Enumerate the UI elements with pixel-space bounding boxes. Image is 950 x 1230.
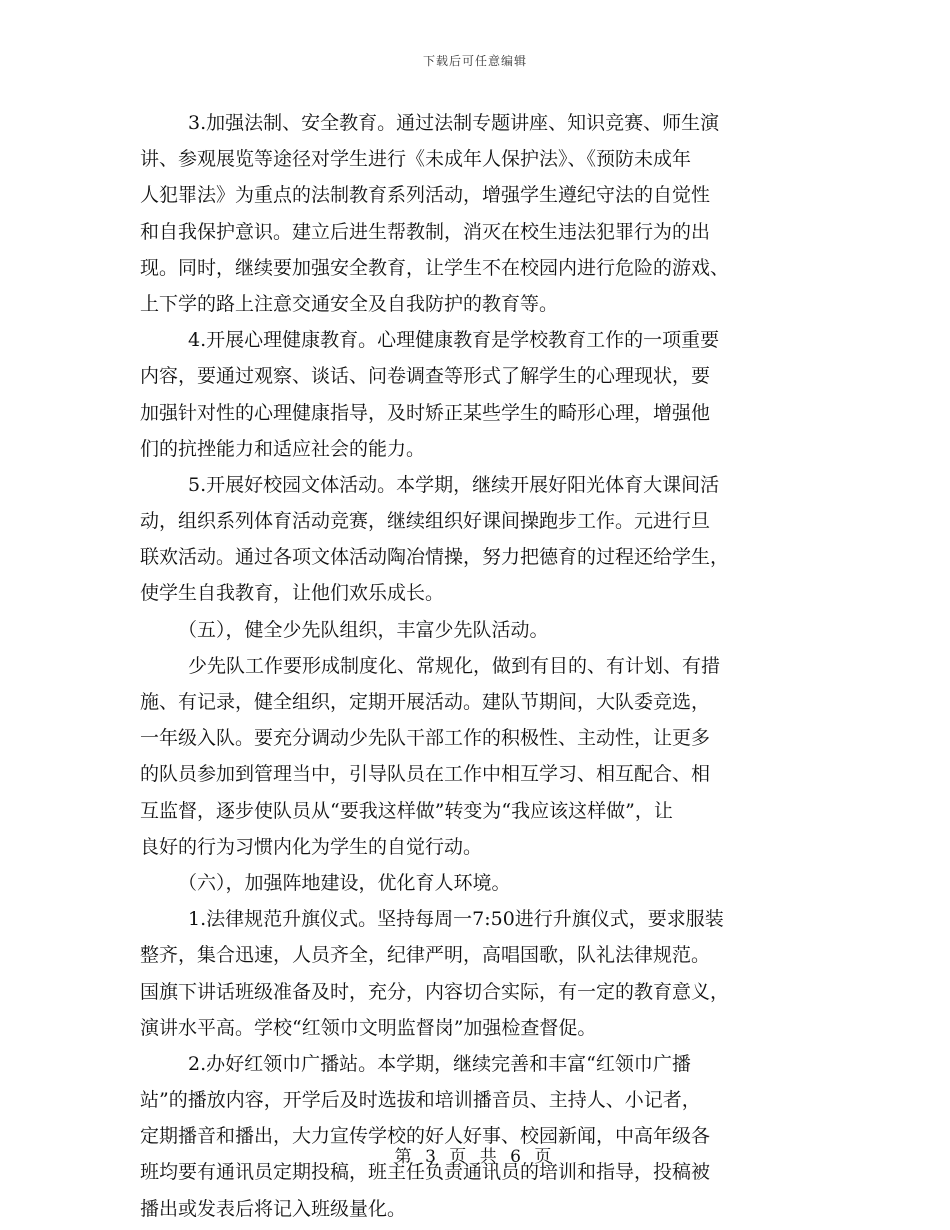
page-footer: 第 3 页 共 6 页	[394, 1147, 556, 1167]
text-line: 上下学的路上注意交通安全及自我防护的教育等。	[140, 292, 559, 315]
text-line: 站”的播放内容，开学后及时选拔和培训播音员、主持人、小记者，	[140, 1089, 701, 1112]
text-line: 动，组织系列体育活动竞赛，继续组织好课间操跑步工作。元进行旦	[140, 510, 711, 533]
text-line: 播出或发表后将记入班级量化。	[140, 1197, 407, 1220]
text-line: 人犯罪法》为重点的法制教育系列活动，增强学生遵纪守法的自觉性	[140, 184, 711, 207]
page-header: 下载后可任意编辑	[422, 54, 527, 68]
text-line: 互监督，逐步使队员从“要我这样做”转变为“我应该这样做”，让	[140, 799, 673, 822]
text-line: 联欢活动。通过各项文体活动陶冶情操，努力把德育的过程还给学生，	[140, 546, 730, 569]
text-line: 的队员参加到管理当中，引导队员在工作中相互学习、相互配合、相	[140, 763, 711, 786]
text-line: 和自我保护意识。建立后进生帮教制，消灭在校生违法犯罪行为的出	[140, 220, 711, 243]
text-line: 讲、参观展览等途径对学生进行《未成年人保护法》、《预防未成年	[140, 148, 692, 171]
text-line: 们的抗挫能力和适应社会的能力。	[140, 437, 426, 460]
text-line: （六），加强阵地建设，优化育人环境。	[178, 871, 511, 894]
text-line: 5.开展好校园文体活动。本学期，继续开展好阳光体育大课间活	[188, 473, 720, 496]
text-line: 国旗下讲话班级准备及时，充分，内容切合实际，有一定的教育意义，	[140, 980, 730, 1003]
text-line: 少先队工作要形成制度化、常规化，做到有目的、有计划、有措	[188, 654, 721, 677]
text-line: 3.加强法制、安全教育。通过法制专题讲座、知识竞赛、师生演	[188, 112, 720, 134]
text-line: 定期播音和播出，大力宣传学校的好人好事、校园新闻，中高年级各	[140, 1125, 711, 1148]
text-line: 现。同时，继续要加强安全教育，让学生不在校园内进行危险的游戏、	[140, 256, 730, 279]
text-line: （五），健全少先队组织，丰富少先队活动。	[178, 618, 549, 641]
text-line: 整齐，集合迅速，人员齐全，纪律严明，高唱国歌，队礼法律规范。	[140, 944, 711, 967]
text-line: 2.办好红领巾广播站。本学期，继续完善和丰富“红领巾广播	[188, 1052, 691, 1075]
text-line: 使学生自我教育，让他们欢乐成长。	[140, 582, 445, 605]
document-body	[140, 105, 812, 1227]
text-line: 内容，要通过观察、谈话、问卷调查等形式了解学生的心理现状，要	[140, 365, 711, 388]
text-line: 班均要有通讯员定期投稿，班主任负责通讯员的培训和指导，投稿被	[140, 1161, 711, 1184]
text-line: 4.开展心理健康教育。心理健康教育是学校教育工作的一项重要	[188, 329, 720, 352]
text-line: 演讲水平高。学校“红领巾文明监督岗”加强检查督促。	[140, 1016, 597, 1039]
text-line: 施、有记录，健全组织，定期开展活动。建队节期间，大队委竞选，	[140, 691, 711, 713]
text-line: 加强针对性的心理健康指导，及时矫正某些学生的畸形心理，增强他	[140, 401, 711, 424]
text-line: 一年级入队。要充分调动少先队干部工作的积极性、主动性，让更多	[140, 727, 711, 750]
text-line: 1.法律规范升旗仪式。坚持每周一7:50进行升旗仪式，要求服装	[188, 908, 724, 931]
text-line: 良好的行为习惯内化为学生的自觉行动。	[140, 835, 483, 858]
